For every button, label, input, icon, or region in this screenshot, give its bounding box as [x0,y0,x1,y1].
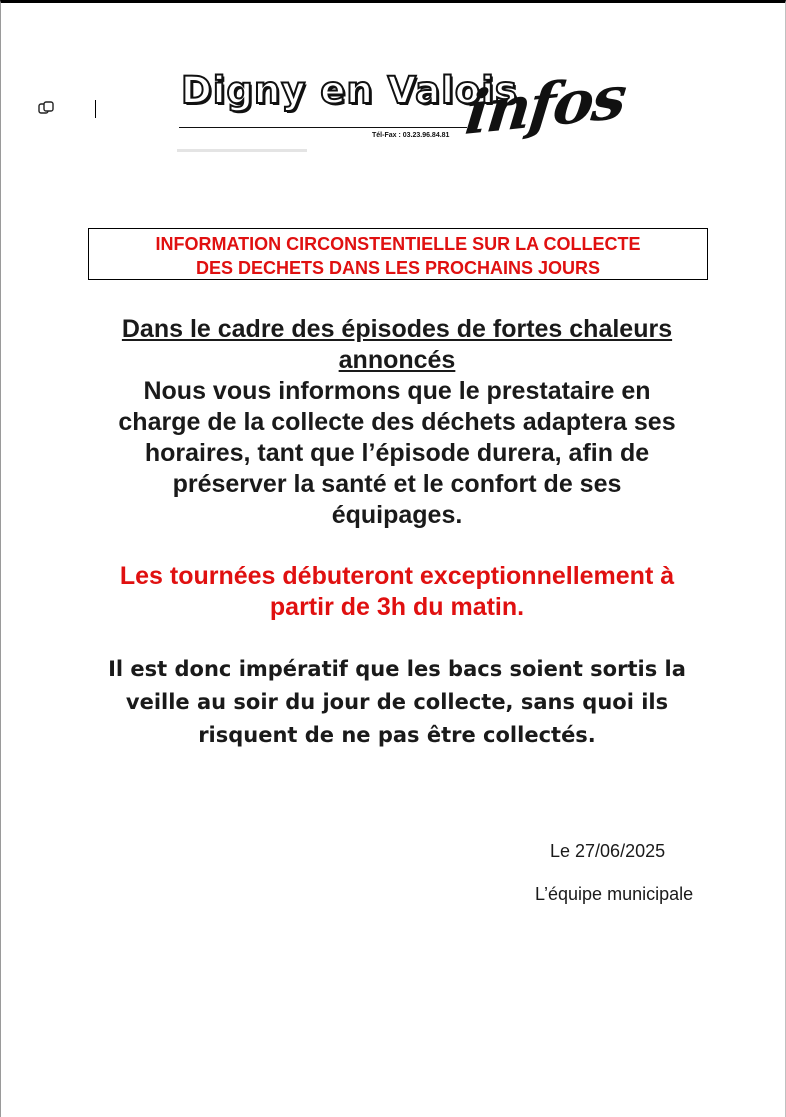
logo-title: Digny en Valois [181,69,518,112]
text-cursor [95,100,96,118]
copy-icon[interactable] [38,101,56,115]
notice-title-line: DES DECHETS DANS LES PROCHAINS JOURS [195,258,601,278]
heading-line: annoncés [338,346,456,374]
logo [175,63,629,159]
intro-line: horaires, tant que l’épisode durera, afin de [144,439,650,467]
intro-line: Nous vous informons que le prestataire en [143,377,651,405]
heading-line: Dans le cadre des épisodes de fortes chaleurs [121,315,673,343]
intro-line: équipages. [331,501,463,529]
highlight-line: partir de 3h du matin. [269,593,525,621]
intro-line: préserver la santé et le confort de ses [172,470,622,498]
notice-title-box [88,228,708,280]
highlight-line: Les tournées débuteront exceptionnellement à [119,562,675,590]
notice-heading [61,314,733,376]
logo-rule [179,127,467,128]
intro-line: charge de la collecte des déchets adaptera ses [118,408,676,436]
notice-intro [61,376,733,531]
notice-note [61,653,733,752]
note-line: veille au soir du jour de collecte, sans quoi ils [125,690,669,714]
note-line: risquent de ne pas être collectés. [198,723,596,747]
notice-date: Le 27/06/2025 [550,841,666,861]
notice-signature: L’équipe municipale [535,884,694,904]
logo-phone: Tél-Fax : 03.23.96.84.81 [372,132,450,139]
notice-title-line: INFORMATION CIRCONSTENTIELLE SUR LA COLLECTE [155,234,641,254]
logo-infos: infos [461,63,629,149]
logo-smudge [177,149,307,152]
note-line: Il est donc impératif que les bacs soient sortis la [108,657,686,681]
notice-highlight [61,561,733,623]
